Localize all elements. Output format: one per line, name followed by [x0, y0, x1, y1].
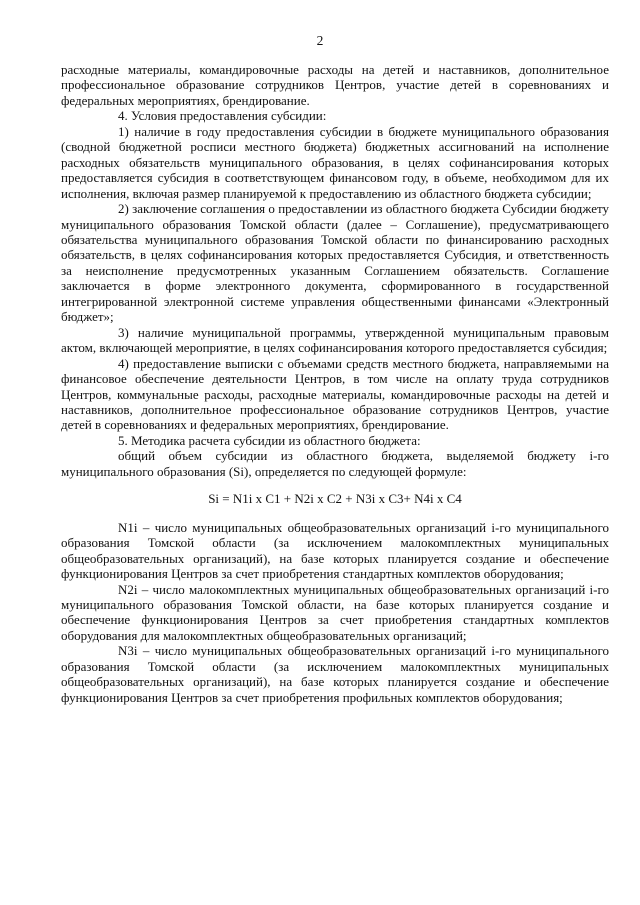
- paragraph-continuation: расходные материалы, командировочные расходы на детей и наставников, дополнительное профессиональное образование сотрудников Центров, участие детей в соревнованиях и федеральных мероприятиях, брендирование.: [61, 62, 609, 108]
- page-number: 2: [316, 33, 324, 48]
- definition-n3i: N3i – число муниципальных общеобразовательных организаций i-го муниципального образования Томской области (за исключением малокомплектных муниципальных общеобразовательных организаций), на базе которых планируется создание и обеспечение функционирования Центров за счет приобретения профильных комплектов оборудования;: [61, 643, 609, 705]
- document-body: [61, 62, 609, 705]
- paragraph-section-4-heading: 4. Условия предоставления субсидии:: [118, 108, 327, 124]
- definition-n2i: N2i – число малокомплектных муниципальных общеобразовательных организаций i-го муниципального образования Томской области, на базе которых планируется создание и обеспечение функционирования Центров за счет приобретения стандартных комплектов оборудования для малокомплектных общеобразовательных организаций;: [61, 581, 609, 643]
- paragraph-formula-intro: общий объем субсидии из областного бюджета, выделяемой бюджету i-го муниципального образования (Si), определяется по следующей формуле:: [61, 448, 609, 479]
- definition-n1i: N1i – число муниципальных общеобразовательных организаций i-го муниципального образования Томской области (за исключением малокомплектных муниципальных общеобразовательных организаций), на базе которых планируется создание и обеспечение функционирования Центров за счет приобретения стандартных комплектов оборудования;: [61, 519, 609, 582]
- subsidy-formula: Si = N1i x C1 + N2i x C2 + N3i x C3+ N4i x C4: [208, 491, 462, 507]
- paragraph-condition-2: 2) заключение соглашения о предоставлении из областного бюджета Субсидии бюджету муниципального образования Томской области (далее – Соглашение), предусматривающего обязательства муниципального образования Томской области по финансированию расходных обязательств, в целях софинансирования которых предоставляется Субсидия, и ответственность за неисполнение предусмотренных указанным Соглашением обязательств. Соглашение заключается в форме электронного документа, сформированного в государственной интегрированной электронной системе управления общественными финансами «Электронный бюджет»;: [61, 201, 609, 325]
- paragraph-condition-1: 1) наличие в году предоставления субсидии в бюджете муниципального образования (сводной бюджетной росписи местного бюджета) бюджетных ассигнований на исполнение расходных обязательств муниципального образования, в целях софинансирования которых предоставляется субсидия в соответствующем финансовом году, в объеме, необходимом для их исполнения, включая размер планируемой к предоставлению из областного бюджета субсидии;: [61, 123, 609, 201]
- paragraph-condition-4: 4) предоставление выписки с объемами средств местного бюджета, направляемыми на финансовое обеспечение деятельности Центров, в том числе на оплату труда сотрудников Центров, коммунальные расходы, расходные материалы, командировочные расходы на детей и наставников, дополнительное профессиональное образование сотрудников Центров, участие детей в соревнованиях и федеральных мероприятиях, брендирование.: [61, 355, 609, 433]
- paragraph-condition-3: 3) наличие муниципальной программы, утвержденной муниципальным правовым актом, включающей мероприятие, в целях софинансирования которого предоставляется субсидия;: [61, 324, 609, 356]
- paragraph-section-5-heading: 5. Методика расчета субсидии из областного бюджета:: [118, 432, 421, 448]
